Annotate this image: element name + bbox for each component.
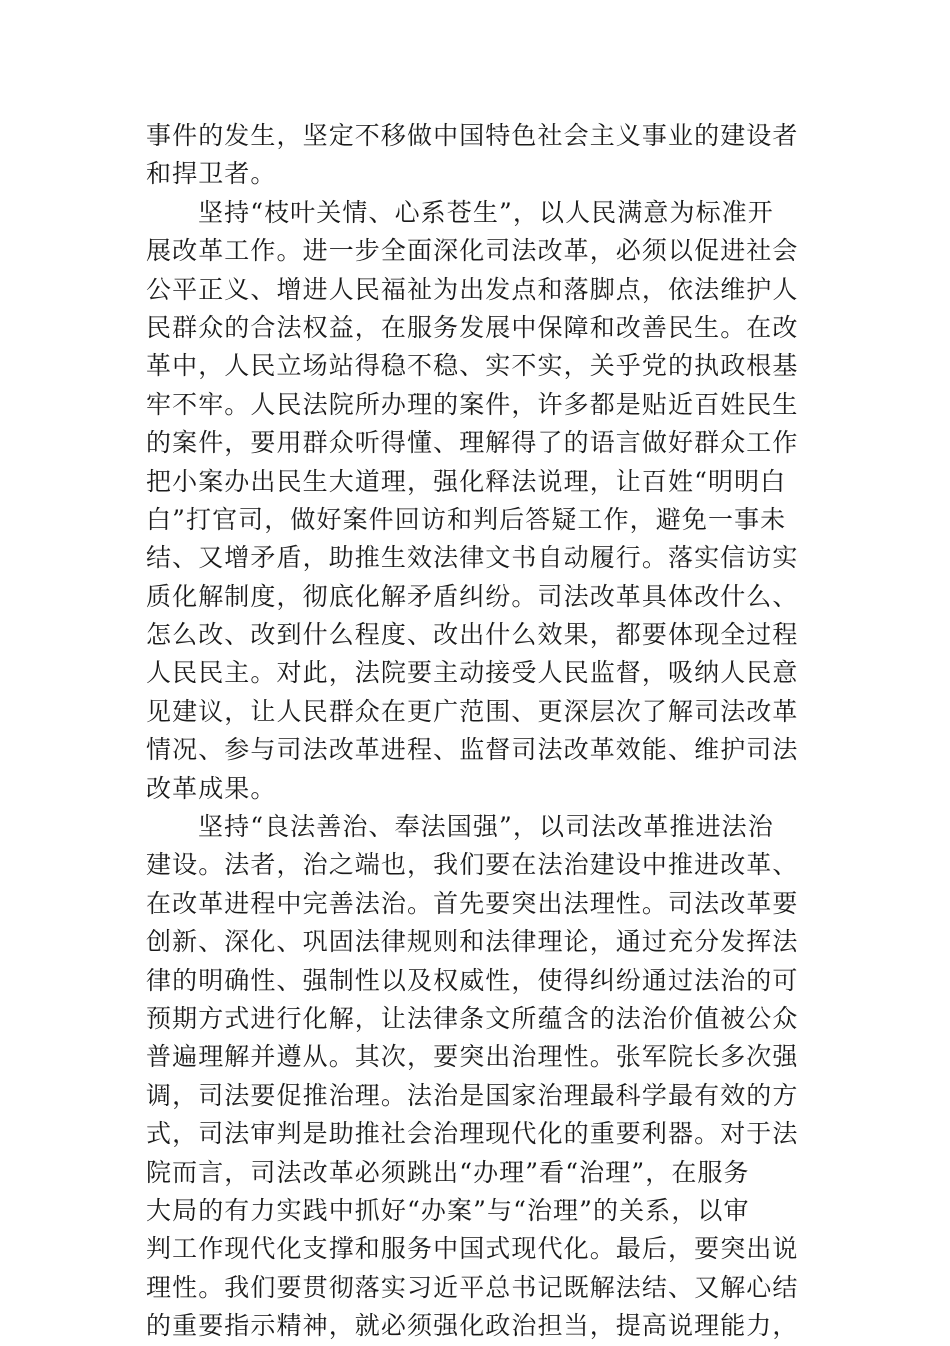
- text-line: 理性。我们要贯彻落实习近平总书记既解法结、又解心结: [146, 1272, 799, 1302]
- text-line: 质化解制度，彻底化解矛盾纠纷。司法改革具体改什么、: [146, 581, 799, 611]
- text-line: 人民民主。对此，法院要主动接受人民监督，吸纳人民意: [146, 658, 799, 688]
- body-text: [146, 117, 806, 1346]
- text-line: 式，司法审判是助推社会治理现代化的重要利器。对于法: [146, 1119, 799, 1149]
- text-line: 调，司法要促推治理。法治是国家治理最科学最有效的方: [146, 1080, 799, 1110]
- text-line: 建设。法者，治之端也，我们要在法治建设中推进改革、: [146, 850, 799, 880]
- text-line: 创新、深化、巩固法律规则和法律理论，通过充分发挥法: [146, 927, 799, 957]
- text-line: 牢不牢。人民法院所办理的案件，许多都是贴近百姓民生: [146, 389, 799, 419]
- text-line: 的重要指示精神，就必须强化政治担当，提高说理能力，: [146, 1311, 799, 1341]
- text-line: 的案件，要用群众听得懂、理解得了的语言做好群众工作: [146, 428, 799, 458]
- text-line: 革中，人民立场站得稳不稳、实不实，关乎党的执政根基: [146, 351, 799, 381]
- text-line: 白”打官司，做好案件回访和判后答疑工作，避免一事未: [146, 504, 787, 534]
- text-line: 预期方式进行化解，让法律条文所蕴含的法治价值被公众: [146, 1003, 799, 1033]
- text-line: 改革成果。: [146, 773, 277, 803]
- text-line: 判工作现代化支撑和服务中国式现代化。最后，要突出说: [146, 1234, 799, 1264]
- text-line: 公平正义、增进人民福祉为出发点和落脚点，依法维护人: [146, 274, 799, 304]
- text-line: 和捍卫者。: [146, 159, 277, 189]
- text-line: 展改革工作。进一步全面深化司法改革，必须以促进社会: [146, 236, 799, 266]
- text-line: 怎么改、改到什么程度、改出什么效果，都要体现全过程: [146, 620, 799, 650]
- text-line: 坚持“枝叶关情、心系苍生”，以人民满意为标准开: [198, 197, 774, 227]
- text-line: 情况、参与司法改革进程、监督司法改革效能、维护司法: [146, 735, 799, 765]
- text-line: 事件的发生，坚定不移做中国特色社会主义事业的建设者: [146, 121, 799, 150]
- text-line: 普遍理解并遵从。其次，要突出治理性。张军院长多次强: [146, 1042, 799, 1072]
- text-line: 结、又增矛盾，助推生效法律文书自动履行。落实信访实: [146, 543, 799, 573]
- text-line: 坚持“良法善治、奉法国强”，以司法改革推进法治: [198, 812, 774, 842]
- text-line: 在改革进程中完善法治。首先要突出法理性。司法改革要: [146, 888, 799, 918]
- text-line: 见建议，让人民群众在更广范围、更深层次了解司法改革: [146, 696, 799, 726]
- text-line: 民群众的合法权益，在服务发展中保障和改善民生。在改: [146, 312, 799, 342]
- text-line: 把小案办出民生大道理，强化释法说理，让百姓“明明白: [146, 466, 787, 496]
- text-line: 大局的有力实践中抓好“办案”与“治理”的关系，以审: [146, 1195, 750, 1225]
- text-line: 院而言，司法改革必须跳出“办理”看“治理”，在服务: [146, 1157, 750, 1187]
- text-line: 律的明确性、强制性以及权威性，使得纠纷通过法治的可: [146, 965, 799, 995]
